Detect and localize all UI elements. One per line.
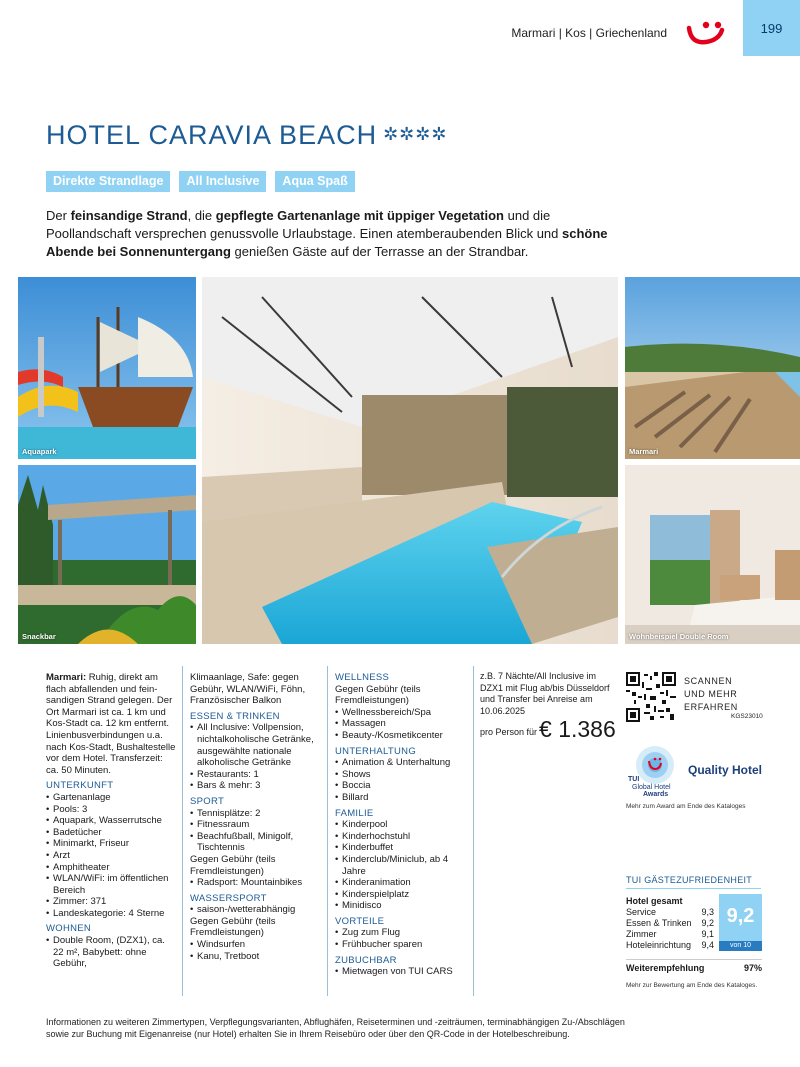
list-item: • Zug zum Flug [335,927,470,939]
star-rating: ✲✲✲✲ [383,124,448,144]
qr-code-id: KGS23010 [731,713,763,720]
column-activities [335,672,470,978]
wellness-fee-note: Gegen Gebühr (teils Fremdleistungen) [335,683,421,707]
heading-wohnen: WOHNEN [46,923,92,935]
hotel-title [46,120,447,151]
list-item: • Arzt [46,850,176,862]
score-scale: von 10 [719,941,762,951]
qr-call-to-action: SCANNEN UND MEHR ERFAHREN [684,676,738,712]
list-item: • Shows [335,769,470,781]
feature-tags [46,171,355,192]
caption-room: Wohnbeispiel Double Room [629,632,729,641]
caption-snackbar: Snackbar [22,632,56,641]
rating-row: Zimmer 9,1 [626,929,714,939]
column-divider [473,666,474,996]
list-zubuchbar [335,966,470,978]
tag-beach: Direkte Strandlage [46,171,170,192]
price-label: pro Person für [480,727,538,737]
photo-marmari-beach [625,277,800,459]
list-wellness [335,707,470,742]
overall-score: 9,2 [726,905,755,927]
tag-aqua: Aqua Spaß [275,171,354,192]
overall-score-badge [719,894,762,951]
award-title: Quality Hotel [688,763,763,777]
list-item: • Mietwagen von TUI CARS [335,966,470,978]
rating-row: Essen & Trinken 9,2 [626,918,714,928]
rating-row: Hoteleinrichtung 9,4 [626,940,714,950]
list-item: • Tennisplätze: 2 [190,808,322,820]
column-divider [182,666,183,996]
list-item: • Gartenanlage [46,792,176,804]
list-item: • Bars & mehr: 3 [190,780,322,792]
photo-aquapark [18,277,196,459]
recommendation-row: Weiterempfehlung 97% [626,959,762,973]
wassersport-fee-note: Gegen Gebühr (teils Fremdleistungen) [190,915,276,939]
photo-double-room [625,465,800,644]
list-item: • All Inclusive: Vollpension, nichtalkoholische Getränke, ausgewählte nationale alkoholische Getränke [190,722,322,768]
list-item: • Beachfußball, Minigolf, Tischtennis [190,831,322,854]
heading-sport: SPORT [190,795,225,807]
list-essen [190,722,322,792]
footer-note: Informationen zu weiteren Zimmertypen, Verpflegungsvarianten, Abflughäfen, Reiseterminen und -zeiträumen, terminabhängigen Zu-/Abschlägen sowie zur Buchung mit Eigenanreise (nur Hotel) erhalten Sie in Ihrem Reisebüro oder über den QR-Code in der Hotelbeschreibung. [46,1017,625,1039]
photo-indoor-pool [202,277,618,644]
list-wassersport-fee [190,939,322,962]
list-item: • Wellnessbereich/Spa [335,707,470,719]
heading-wellness: WELLNESS [335,672,390,683]
award-note: Mehr zum Award am Ende des Kataloges [626,803,746,810]
list-item: • Double Room, (DZX1), ca. 22 m², Babybett: ohne Gebühr, [46,935,176,970]
overall-label: Hotel gesamt [626,896,683,906]
column-location [46,672,176,970]
list-item: • Fitnessraum [190,819,322,831]
photo-snackbar [18,465,196,644]
list-sport [190,808,322,854]
svg-text:TUI: TUI [628,776,640,783]
list-vorteile [335,927,470,950]
intro-text: Der feinsandige Strand, die gepflegte Gartenanlage mit üppiger Vegetation und die Poollandschaft versprechen genussvolle Urlaubstage. Einen atemberaubenden Blick und schöne Abende bei Sonnenuntergang genießen Gäste auf der Terrasse an der Strandbar. [46,208,608,259]
list-unterkunft [46,792,176,920]
rating-note: Mehr zur Bewertung am Ende des Kataloges. [626,982,758,989]
list-sport-fee [190,877,322,889]
list-item: • Badetücher [46,827,176,839]
svg-text:Awards: Awards [643,791,669,798]
list-item: • Pools: 3 [46,804,176,816]
list-item: • Beauty-/Kosmetikcenter [335,730,470,742]
column-amenities [190,672,322,962]
list-item: • Animation & Unterhaltung [335,757,470,769]
divider [626,888,761,889]
list-item: • Kinderspielplatz [335,889,470,901]
heading-unterhaltung: UNTERHALTUNG [335,745,417,757]
list-wohnen [46,935,176,970]
list-item: • Kinderpool [335,819,470,831]
list-item: • Kinderanimation [335,877,470,889]
satisfaction-title: TUI GÄSTEZUFRIEDENHEIT [626,875,753,885]
caption-marmari: Marmari [629,447,659,456]
caption-aquapark: Aquapark [22,447,57,456]
hotel-name: HOTEL CARAVIA BEACH [46,120,378,150]
heading-wassersport: WASSERSPORT [190,892,267,904]
tui-award-badge [626,745,692,803]
list-item: • Kinderbuffet [335,842,470,854]
satisfaction-ratings [626,896,714,951]
wohnen-continued: Klimaanlage, Safe: gegen Gebühr, WLAN/WiFi, Föhn, Französischer Balkon [190,672,306,707]
svg-text:Global Hotel: Global Hotel [632,784,671,791]
qr-code[interactable] [626,672,676,722]
price-block [480,716,616,743]
list-item: • WLAN/WiFi: im öffentlichen Bereich [46,873,176,896]
heading-familie: FAMILIE [335,807,374,819]
list-item: • Minimarkt, Friseur [46,838,176,850]
heading-zubuchbar: ZUBUCHBAR [335,954,397,966]
list-item: • Kinderhochstuhl [335,831,470,843]
location-description: Marmari: Ruhig, direkt am flach abfallenden und feinsandigen Strand gelegen. Der Ort Marmari ist ca. 1 km und Kos-Stadt ca. 12 km entfernt. Linienbusverbindungen u.a. nach Kos-Stadt, Bushaltestelle vor dem Hotel. Transferzeit: ca. 50 Minuten. [46,672,176,776]
list-wassersport [190,904,322,916]
list-item: • Zimmer: 371 [46,896,176,908]
heading-vorteile: VORTEILE [335,915,385,927]
list-item: • Landeskategorie: 4 Sterne [46,908,176,920]
tag-all-inclusive: All Inclusive [179,171,266,192]
price-value: € 1.386 [539,716,616,742]
list-item: • Billard [335,792,470,804]
heading-unterkunft: UNTERKUNFT [46,780,114,792]
list-item: • Boccia [335,780,470,792]
column-divider [327,666,328,996]
list-item: • Windsurfen [190,939,322,951]
list-item: • Kanu, Tretboot [190,951,322,963]
list-unterhaltung [335,757,470,803]
list-familie [335,819,470,912]
page-number: 199 [743,0,800,56]
rating-row: Service 9,3 [626,907,714,917]
list-item: • Frühbucher sparen [335,939,470,951]
list-item: • Restaurants: 1 [190,769,322,781]
list-item: • Massagen [335,718,470,730]
list-item: • Radsport: Mountainbikes [190,877,322,889]
heading-essen: ESSEN & TRINKEN [190,710,280,722]
tui-logo [686,20,726,46]
list-item: • Aquapark, Wasserrutsche [46,815,176,827]
list-item: • Minidisco [335,900,470,912]
location-breadcrumb: Marmari | Kos | Griechenland [511,26,667,40]
sport-fee-note: Gegen Gebühr (teils Fremdleistungen) [190,853,276,877]
list-item: • saison-/wetterabhängig [190,904,322,916]
list-item: • Kinderclub/Miniclub, ab 4 Jahre [335,854,470,877]
price-note: z.B. 7 Nächte/All Inclusive im DZX1 mit Flug ab/bis Düsseldorf und Transfer bei Anreise am 10.06.2025 [480,671,610,716]
list-item: • Amphitheater [46,862,176,874]
